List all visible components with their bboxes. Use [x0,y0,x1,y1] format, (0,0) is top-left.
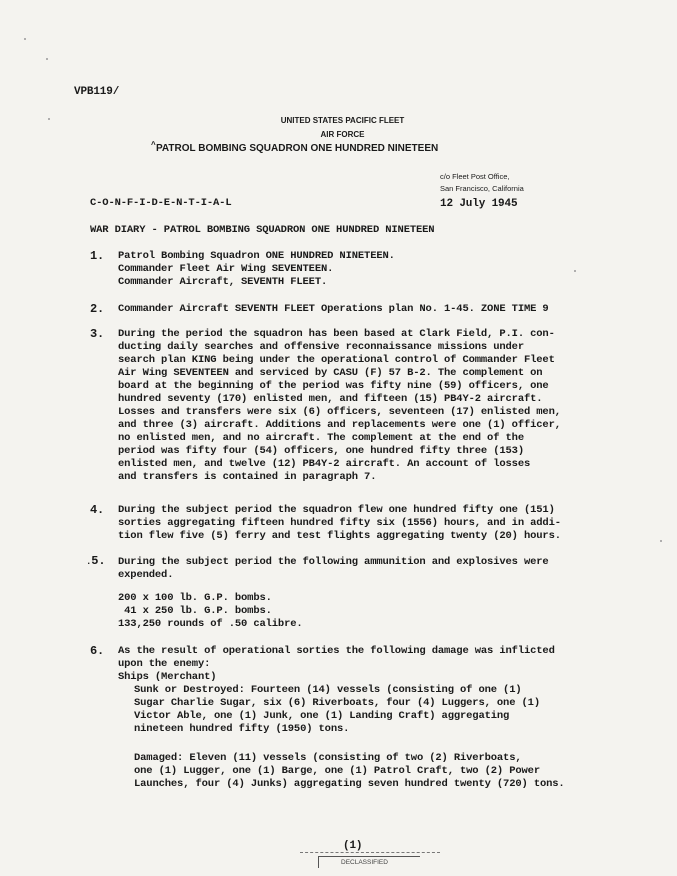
paragraph-line: nineteen hundred fifty (1950) tons. [134,723,350,735]
paragraph-line: Air Wing SEVENTEEN and serviced by CASU (F) 57 B-2. The complement on [118,367,543,379]
paragraph-line: and three (3) aircraft. Additions and replacements were one (1) officer, [118,419,561,431]
list-item: 41 x 250 lb. G.P. bombs. [118,605,272,617]
caret-mark: ^ [151,140,156,149]
paragraph-line: Damaged: Eleven (11) vessels (consisting of two (2) Riverboats, [134,752,522,764]
paragraph-line: tion flew five (5) ferry and test flights aggregating twenty (20) hours. [118,530,561,542]
scan-speck [660,540,662,542]
paragraph-line: period was fifty four (54) officers, one hundred fifty three (153) [118,445,524,457]
paragraph-line: As the result of operational sorties the following damage was inflicted [118,645,555,657]
paragraph-number: 3. [90,327,105,341]
paragraph-line: Losses and transfers were six (6) officers, seventeen (17) enlisted men, [118,406,561,418]
footer-divider [300,852,440,853]
document-reference: VPB119/ [74,86,120,98]
header-line-1: UNITED STATES PACIFIC FLEET [280,116,405,125]
scan-speck [24,38,26,40]
paragraph-number: 4. [90,503,105,517]
address-line-1: c/o Fleet Post Office, [440,172,510,181]
paragraph-line: sorties aggregating fifteen hundred fifty six (1556) hours, and in addi- [118,517,561,529]
paragraph-line: During the subject period the following ammunition and explosives were [118,556,549,568]
paragraph-line: Launches, four (4) Junks) aggregating seven hundred twenty (720) tons. [134,778,565,790]
page-number: (1) [343,840,363,852]
header-line-3: ^ PATROL BOMBING SQUADRON ONE HUNDRED NINETEEN [151,140,439,154]
scan-speck [574,270,576,272]
paragraph-line: and transfers is contained in paragraph 7. [118,471,377,483]
paragraph-line: Ships (Merchant) [118,671,217,683]
scan-speck [46,58,48,60]
paragraph-line: During the period the squadron has been based at Clark Field, P.I. con- [118,328,555,340]
document-date: 12 July 1945 [440,198,518,210]
paragraph-line: hundred seventy (170) enlisted men, and fifteen (15) PB4Y-2 aircraft. [118,393,543,405]
paragraph-line: Sunk or Destroyed: Fourteen (14) vessels (consisting of one (1) [134,684,522,696]
list-item: 200 x 100 lb. G.P. bombs. [118,592,272,604]
paragraph-line: board at the beginning of the period was fifty nine (59) officers, one [118,380,549,392]
list-item: 133,250 rounds of .50 calibre. [118,618,303,630]
paragraph-line: Patrol Bombing Squadron ONE HUNDRED NINETEEN. [118,250,395,262]
paragraph-number: 1. [90,249,105,263]
address-line-2: San Francisco, California [440,184,524,193]
document-title: WAR DIARY - PATROL BOMBING SQUADRON ONE HUNDRED NINETEEN [90,224,435,236]
paragraph-line: enlisted men, and twelve (12) PB4Y-2 aircraft. An account of losses [118,458,531,470]
paragraph-number: .5. [86,554,106,568]
classification-marking: C-O-N-F-I-D-E-N-T-I-A-L [90,197,232,209]
paragraph-line: search plan KING being under the operational control of Commander Fleet [118,354,555,366]
paragraph-line: During the subject period the squadron flew one hundred fifty one (151) [118,504,555,516]
paragraph-line: Commander Aircraft SEVENTH FLEET Operations plan No. 1-45. ZONE TIME 9 [118,303,549,315]
header-line-2: AIR FORCE [320,130,365,139]
paragraph-line: ducting daily searches and offensive reconnaissance missions under [118,341,524,353]
paragraph-number: 6. [90,644,105,658]
paragraph-number: 2. [90,302,105,316]
paragraph-line: no enlisted men, and no aircraft. The complement at the end of the [118,432,524,444]
paragraph-line: expended. [118,569,174,581]
paragraph-line: Victor Able, one (1) Junk, one (1) Landing Craft) aggregating [134,710,510,722]
paragraph-line: Commander Fleet Air Wing SEVENTEEN. [118,263,334,275]
paragraph-line: Sugar Charlie Sugar, six (6) Riverboats, four (4) Luggers, one (1) [134,697,540,709]
paragraph-line: one (1) Lugger, one (1) Barge, one (1) Patrol Craft, two (2) Power [134,765,540,777]
paragraph-line: Commander Aircraft, SEVENTH FLEET. [118,276,328,288]
paragraph-line: upon the enemy: [118,658,211,670]
declassified-stamp: DECLASSIFIED [318,856,420,868]
